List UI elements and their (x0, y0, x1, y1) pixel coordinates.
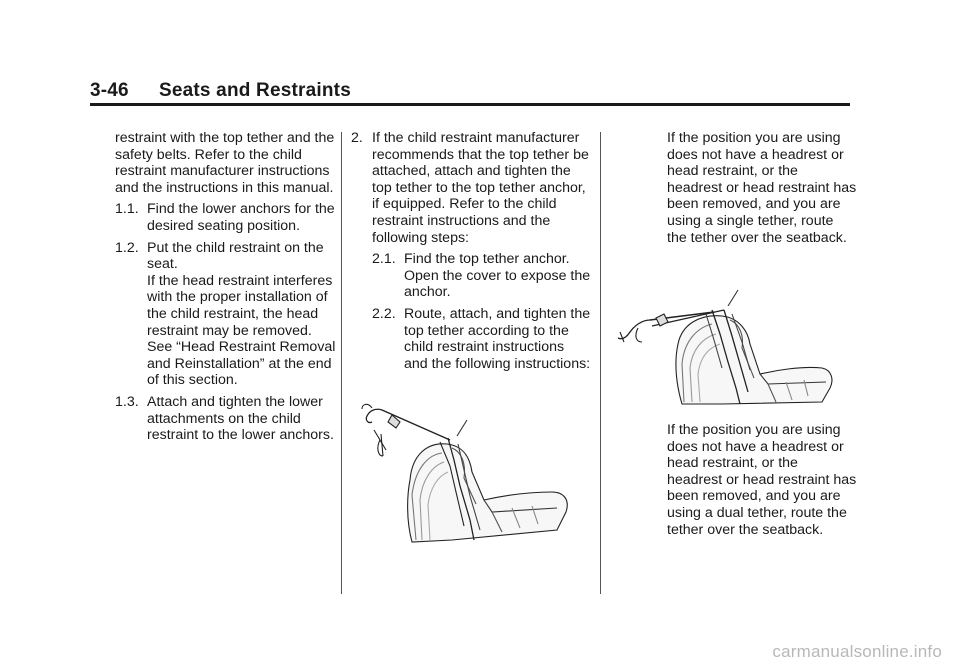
step-2-2 (372, 306, 591, 372)
section-title: Seats and Restraints (159, 80, 351, 101)
step-2-1 (372, 251, 591, 301)
step-1-2 (115, 240, 337, 389)
single-tether-illustration (352, 400, 588, 545)
step-number: 1.3. (115, 393, 139, 410)
step-2 (351, 130, 591, 246)
step-text: Attach and tighten the lower attachments on the child restraint to the lower anchors. (147, 393, 334, 444)
column-divider (341, 132, 342, 594)
step-1-3 (115, 394, 337, 444)
column-1 (115, 130, 337, 444)
step-number: 2.1. (372, 251, 396, 268)
column-2 (351, 130, 591, 372)
page-number: 3-46 (90, 80, 129, 101)
step-note: Open the cover to expose the anchor. (404, 267, 591, 301)
column-3 (667, 130, 857, 246)
dual-tether-paragraph: If the position you are using does not have a headrest or head restraint, or the headrest or head restraint has been removed, and you are using a dual tether, route the tether over the seatback. (667, 422, 857, 538)
step-text: Find the top tether anchor. (404, 251, 570, 268)
column-3-lower (667, 422, 857, 538)
step-number: 2.2. (372, 305, 396, 322)
step-1-1 (115, 201, 337, 234)
step-number: 2. (351, 130, 363, 146)
header-rule (90, 103, 850, 106)
step-note: If the head restraint interferes with the proper installation of the child restraint, the head restraint may be removed. See “Head Restraint Removal and Reinstallation” at the end of this section. (147, 272, 336, 389)
column-divider (600, 132, 601, 594)
dual-tether-illustration (612, 284, 848, 406)
step-number: 1.1. (115, 201, 139, 218)
step-text: Put the child restraint on the seat. (147, 239, 324, 273)
step-number: 1.2. (115, 239, 139, 256)
step-text: Route, attach, and tighten the top tether according to the child restraint instructions and the following instructions: (404, 305, 591, 372)
step-text: Find the lower anchors for the desired seating position. (147, 201, 335, 234)
watermark: carmanualsonline.info (772, 642, 942, 661)
single-tether-paragraph: If the position you are using does not have a headrest or head restraint, or the headrest or head restraint has been removed, and you are using a single tether, route the tether over the seatback. (667, 130, 857, 246)
intro-paragraph: restraint with the top tether and the safety belts. Refer to the child restraint manufacturer instructions and the instructions in this manual. (115, 130, 335, 196)
step-text: If the child restraint manufacturer recommends that the top tether be attached, attach and tighten the top tether to the top tether anchor, if equipped. Refer to the child restraint instructions and the following steps: (372, 130, 589, 246)
